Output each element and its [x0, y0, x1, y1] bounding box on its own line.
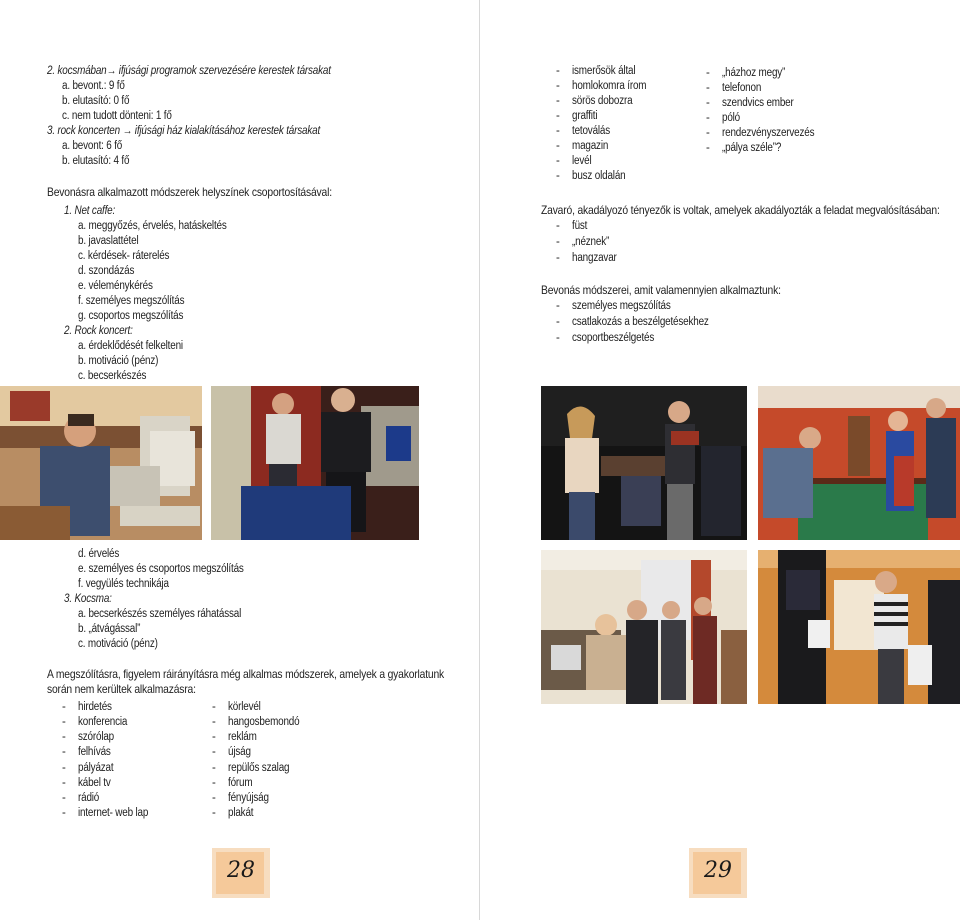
dash: - — [706, 67, 710, 79]
dash: - — [556, 332, 560, 344]
page-number-right — [689, 848, 747, 898]
dash: - — [556, 65, 560, 77]
list-item: kábel tv — [78, 777, 111, 789]
list-item: újság — [228, 746, 251, 758]
dash: - — [556, 300, 560, 312]
item-elutasito-4: b. elutasító: 4 fő — [62, 155, 130, 167]
dash: - — [212, 762, 216, 774]
list-item: homlokomra írom — [572, 80, 647, 92]
dash: - — [556, 252, 560, 264]
obstacle-item: hangzavar — [572, 252, 617, 264]
item-kocsma: 2. kocsmában→ ifjúsági programok szervezésére kerestek társakat — [47, 65, 331, 77]
list-item: szendvics ember — [722, 97, 794, 109]
dash: - — [62, 792, 66, 804]
dash: - — [556, 80, 560, 92]
list-item: fórum — [228, 777, 253, 789]
method-kocsma: 3. Kocsma: — [64, 593, 112, 605]
photo-pool-table — [758, 386, 960, 540]
item-bevont-6: a. bevont: 6 fő — [62, 140, 123, 152]
dash: - — [556, 140, 560, 152]
dash: - — [62, 777, 66, 789]
page-number-left — [212, 848, 270, 898]
obstacle-item: füst — [572, 220, 588, 232]
dash: - — [556, 316, 560, 328]
used-item: személyes megszólítás — [572, 300, 671, 312]
list-item: hangosbemondó — [228, 716, 300, 728]
method-item: f. vegyülés technikája — [78, 578, 169, 590]
dash: - — [212, 701, 216, 713]
list-item: szórólap — [78, 731, 115, 743]
dash: - — [62, 701, 66, 713]
photo-rock-concert — [211, 386, 419, 540]
list-item: tetoválás — [572, 125, 611, 137]
method-item: e. személyes és csoportos megszólítás — [78, 563, 244, 575]
item-rock: 3. rock koncerten → ifjúsági ház kialakításához kerestek társakat — [47, 125, 321, 137]
page-spine — [479, 0, 480, 920]
unused-heading-1: A megszólításra, figyelem ráirányításra még alkalmas módszerek, amelyek a gyakorlatunk — [47, 667, 445, 681]
obstacle-item: „néznek” — [572, 236, 610, 248]
used-item: csatlakozás a beszélgetésekhez — [572, 316, 709, 328]
photo-cafe-room — [541, 550, 747, 704]
dash: - — [706, 82, 710, 94]
dash: - — [212, 731, 216, 743]
item-bevont-9: a. bevont.: 9 fő — [62, 80, 125, 92]
dash: - — [62, 807, 66, 819]
dash: - — [556, 155, 560, 167]
list-item: levél — [572, 155, 592, 167]
method-item: c. kérdések- ráterelés — [78, 250, 170, 262]
method-item: c. motiváció (pénz) — [78, 638, 158, 650]
method-item: c. becserkészés — [78, 370, 147, 382]
list-item: ismerősök által — [572, 65, 636, 77]
method-item: a. meggyőzés, érvelés, hatáskeltés — [78, 220, 227, 232]
list-item: reklám — [228, 731, 257, 743]
list-item: konferencia — [78, 716, 128, 728]
methods-heading: Bevonásra alkalmazott módszerek helyszínek csoportosításával: — [47, 185, 332, 199]
dash: - — [556, 236, 560, 248]
method-rock-koncert: 2. Rock koncert: — [64, 325, 133, 337]
dash: - — [212, 807, 216, 819]
method-item: b. javaslattétel — [78, 235, 139, 247]
dash: - — [556, 125, 560, 137]
dash: - — [62, 746, 66, 758]
dash: - — [706, 142, 710, 154]
method-item: d. szondázás — [78, 265, 135, 277]
method-item: e. véleménykérés — [78, 280, 153, 292]
method-net-caffe: 1. Net caffe: — [64, 205, 116, 217]
list-item: busz oldalán — [572, 170, 626, 182]
dash: - — [706, 112, 710, 124]
dash: - — [62, 731, 66, 743]
list-item: repülős szalag — [228, 762, 290, 774]
dash: - — [556, 170, 560, 182]
list-item: graffiti — [572, 110, 598, 122]
method-item: g. csoportos megszólítás — [78, 310, 184, 322]
method-item: a. becserkészés személyes ráhatással — [78, 608, 242, 620]
dash: - — [706, 97, 710, 109]
list-item: póló — [722, 112, 741, 124]
list-item: felhívás — [78, 746, 111, 758]
dash: - — [212, 777, 216, 789]
dash: - — [556, 95, 560, 107]
method-item: f. személyes megszólítás — [78, 295, 185, 307]
photo-net-cafe — [0, 386, 202, 540]
item-nem-tudott: c. nem tudott dönteni: 1 fő — [62, 110, 172, 122]
list-item: hirdetés — [78, 701, 112, 713]
list-item: pályázat — [78, 762, 114, 774]
dash: - — [62, 762, 66, 774]
unused-heading-2: során nem kerültek alkalmazásra: — [47, 682, 196, 696]
dash: - — [62, 716, 66, 728]
method-item: a. érdeklődését felkelteni — [78, 340, 183, 352]
dash: - — [706, 127, 710, 139]
method-item: b. motiváció (pénz) — [78, 355, 159, 367]
list-item: körlevél — [228, 701, 261, 713]
obstacles-heading: Zavaró, akadályozó tényezők is voltak, amelyek akadályozták a feladat megvalósításában: — [541, 203, 940, 217]
list-item: rendezvényszervezés — [722, 127, 815, 139]
method-item: d. érvelés — [78, 548, 120, 560]
dash: - — [556, 220, 560, 232]
used-methods-heading: Bevonás módszerei, amit valamennyien alkalmaztunk: — [541, 283, 781, 297]
list-item: telefonon — [722, 82, 762, 94]
page-number-text: 28 — [227, 858, 255, 883]
used-item: csoportbeszélgetés — [572, 332, 655, 344]
list-item: magazin — [572, 140, 609, 152]
list-item: internet- web lap — [78, 807, 149, 819]
photo-arcade-machine — [758, 550, 960, 704]
list-item: plakát — [228, 807, 254, 819]
dash: - — [212, 746, 216, 758]
list-item: fényújság — [228, 792, 269, 804]
list-item: sörös dobozra — [572, 95, 633, 107]
list-item: „házhoz megy” — [722, 67, 786, 79]
list-item: rádió — [78, 792, 100, 804]
list-item: „pálya széle”? — [722, 142, 782, 154]
dash: - — [556, 110, 560, 122]
page-number-text: 29 — [704, 858, 732, 883]
method-item: b. „átvágással” — [78, 623, 141, 635]
dash: - — [212, 716, 216, 728]
dash: - — [212, 792, 216, 804]
photo-dark-room-talk — [541, 386, 747, 540]
item-elutasito-0: b. elutasító: 0 fő — [62, 95, 130, 107]
